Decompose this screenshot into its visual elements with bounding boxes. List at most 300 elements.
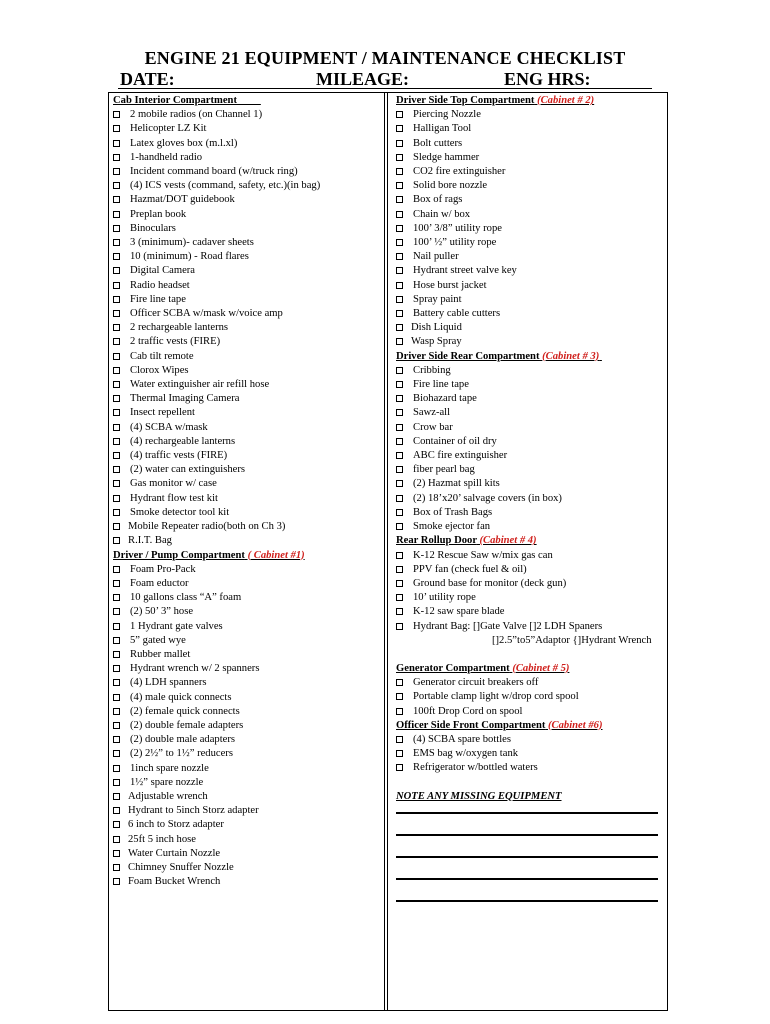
- checklist-item[interactable]: [113, 151, 381, 165]
- missing-equipment-note: NOTE ANY MISSING EQUIPMENT: [396, 790, 562, 802]
- checklist-item[interactable]: [396, 605, 664, 619]
- checkbox[interactable]: [396, 438, 403, 445]
- checkbox[interactable]: [113, 154, 120, 161]
- checklist-item[interactable]: [113, 634, 381, 648]
- item-label: Gas monitor w/ case: [130, 478, 217, 490]
- checkbox[interactable]: [113, 708, 120, 715]
- checkbox[interactable]: [396, 267, 403, 274]
- checklist-item[interactable]: [396, 463, 664, 477]
- checkbox[interactable]: [396, 381, 403, 388]
- checkbox[interactable]: [396, 452, 403, 459]
- checkbox[interactable]: [113, 850, 120, 857]
- item-label: 2 mobile radios (on Channel 1): [130, 109, 263, 121]
- checkbox[interactable]: [113, 381, 120, 388]
- item-label: 10 (minimum) - Road flares: [130, 251, 249, 263]
- checkbox[interactable]: [113, 466, 120, 473]
- officer-front-list: [396, 733, 664, 776]
- checkbox[interactable]: [113, 750, 120, 757]
- checkbox[interactable]: [396, 140, 403, 147]
- checkbox[interactable]: [396, 211, 403, 218]
- checkbox[interactable]: [113, 495, 120, 502]
- checklist-item[interactable]: [113, 691, 381, 705]
- checklist-item[interactable]: [113, 818, 381, 832]
- item-label: Portable clamp light w/drop cord spool: [413, 691, 579, 703]
- checklist-item[interactable]: [396, 122, 664, 136]
- checklist-item[interactable]: [396, 193, 664, 207]
- item-label: 25ft 5 inch hose: [128, 833, 196, 845]
- checkbox[interactable]: [113, 395, 120, 402]
- checklist-item[interactable]: [113, 563, 381, 577]
- checklist-item[interactable]: [396, 520, 664, 534]
- checkbox[interactable]: [396, 693, 403, 700]
- checklist-item[interactable]: [113, 449, 381, 463]
- checkbox[interactable]: [396, 594, 403, 601]
- checklist-item[interactable]: [113, 591, 381, 605]
- cabinet-label: (Cabinet # 2): [537, 95, 595, 106]
- checklist-item[interactable]: [396, 591, 664, 605]
- checklist-item[interactable]: [396, 293, 664, 307]
- checkbox[interactable]: [396, 324, 403, 331]
- item-label: Box of Trash Bags: [413, 506, 493, 518]
- item-label: Dish Liquid: [411, 322, 462, 334]
- checklist-item[interactable]: [113, 733, 381, 747]
- checkbox[interactable]: [396, 679, 403, 686]
- checklist-item[interactable]: [396, 222, 664, 236]
- checklist-item[interactable]: [113, 335, 381, 349]
- page-title: ENGINE 21 EQUIPMENT / MAINTENANCE CHECKLIST: [144, 48, 626, 68]
- checklist-item[interactable]: [113, 662, 381, 676]
- checkbox[interactable]: [113, 282, 120, 289]
- checkbox[interactable]: [113, 211, 120, 218]
- checklist-item[interactable]: [113, 137, 381, 151]
- checklist-item[interactable]: [113, 520, 381, 534]
- checkbox[interactable]: [113, 267, 120, 274]
- item-label: ABC fire extinguisher: [413, 450, 508, 462]
- item-label: K-12 saw spare blade: [413, 606, 505, 618]
- checkbox[interactable]: [396, 495, 403, 502]
- checklist-item[interactable]: [396, 307, 664, 321]
- date-label: DATE:: [120, 69, 175, 89]
- checklist-item[interactable]: [113, 676, 381, 690]
- item-label: (4) rechargeable lanterns: [130, 435, 236, 447]
- checklist-item[interactable]: [113, 833, 381, 847]
- checkbox[interactable]: [396, 395, 403, 402]
- item-label: 2 rechargeable lanterns: [130, 322, 229, 334]
- item-label: (2) female quick connects: [130, 705, 240, 717]
- checklist-item[interactable]: [396, 449, 664, 463]
- checklist-item[interactable]: [396, 165, 664, 179]
- checklist-item[interactable]: [396, 577, 664, 591]
- column-divider: [384, 92, 388, 1011]
- item-label: 100ft Drop Cord on spool: [413, 705, 523, 717]
- section-cab-interior-title: Cab Interior Compartment: [113, 95, 237, 106]
- checkbox[interactable]: [113, 111, 120, 118]
- checkbox[interactable]: [113, 338, 120, 345]
- checklist-item[interactable]: [396, 264, 664, 278]
- checkbox[interactable]: [113, 736, 120, 743]
- eng-hrs-label: ENG HRS:: [504, 69, 591, 89]
- checkbox[interactable]: [113, 438, 120, 445]
- checklist-item[interactable]: [396, 563, 664, 577]
- checkbox[interactable]: [396, 296, 403, 303]
- checkbox[interactable]: [396, 566, 403, 573]
- checklist-item[interactable]: [113, 264, 381, 278]
- item-label: R.I.T. Bag: [128, 535, 172, 547]
- item-label: (4) male quick connects: [130, 691, 232, 703]
- checklist-item[interactable]: [396, 364, 664, 378]
- checkbox[interactable]: [113, 239, 120, 246]
- item-label: 1-handheld radio: [130, 151, 203, 163]
- cabinet-label: (Cabinet #6): [548, 719, 603, 731]
- checkbox[interactable]: [113, 509, 120, 516]
- checkbox[interactable]: [113, 651, 120, 658]
- checklist-item[interactable]: [396, 151, 664, 165]
- checklist-item[interactable]: [396, 321, 664, 335]
- checkbox[interactable]: [396, 623, 403, 630]
- checklist-item[interactable]: [396, 492, 664, 506]
- header-underline: [118, 88, 652, 89]
- checkbox[interactable]: [396, 764, 403, 771]
- left-column: [113, 94, 381, 889]
- checklist-item[interactable]: [396, 250, 664, 264]
- checklist-item[interactable]: [396, 108, 664, 122]
- item-label: Spray paint: [413, 293, 462, 305]
- item-label: Crow bar: [413, 421, 453, 433]
- checkbox[interactable]: [113, 779, 120, 786]
- header-fields: [118, 68, 652, 90]
- checklist-item[interactable]: [113, 463, 381, 477]
- checkbox[interactable]: [396, 154, 403, 161]
- checklist-item[interactable]: [113, 279, 381, 293]
- checklist-item[interactable]: [113, 804, 381, 818]
- checklist-item[interactable]: [113, 762, 381, 776]
- item-label: Biohazard tape: [413, 393, 477, 405]
- checklist-item[interactable]: [113, 108, 381, 122]
- checkbox[interactable]: [113, 537, 120, 544]
- item-label: 10 gallons class “A” foam: [130, 592, 242, 604]
- checklist-item[interactable]: [113, 620, 381, 634]
- checklist-item[interactable]: [113, 307, 381, 321]
- checkbox[interactable]: [113, 608, 120, 615]
- checklist-item[interactable]: [396, 378, 664, 392]
- item-label: 10’ utility rope: [413, 592, 476, 604]
- item-label: Officer SCBA w/mask w/voice amp: [130, 308, 283, 320]
- checkbox[interactable]: [113, 623, 120, 630]
- item-label: EMS bag w/oxygen tank: [413, 748, 519, 760]
- item-label: K-12 Rescue Saw w/mix gas can: [413, 549, 553, 561]
- item-label: Nail puller: [413, 251, 459, 263]
- checkbox[interactable]: [113, 452, 120, 459]
- checkbox[interactable]: [113, 253, 120, 260]
- checkbox[interactable]: [113, 196, 120, 203]
- item-label: Sawz-all: [413, 407, 451, 419]
- item-label: Thermal Imaging Camera: [130, 393, 240, 405]
- checklist-item[interactable]: [113, 875, 381, 889]
- item-label: Hydrant flow test kit: [130, 492, 218, 504]
- checklist-item[interactable]: [113, 378, 381, 392]
- checklist-item[interactable]: [396, 705, 664, 719]
- checkbox[interactable]: [113, 310, 120, 317]
- checklist-item[interactable]: [113, 719, 381, 733]
- checklist-item[interactable]: [113, 193, 381, 207]
- checkbox[interactable]: [113, 409, 120, 416]
- checkbox[interactable]: [396, 310, 403, 317]
- checkbox[interactable]: [113, 168, 120, 175]
- checkbox[interactable]: [113, 324, 120, 331]
- checkbox[interactable]: [396, 239, 403, 246]
- checklist-item[interactable]: [396, 761, 664, 775]
- checkbox[interactable]: [396, 338, 403, 345]
- item-label: Latex gloves box (m.l.xl): [130, 137, 238, 149]
- checklist-item[interactable]: [396, 335, 664, 349]
- item-label: (2) double male adapters: [130, 734, 236, 746]
- checkbox[interactable]: [113, 566, 120, 573]
- spacer: [396, 648, 664, 662]
- cabinet-label: (Cabinet # 4): [479, 535, 537, 547]
- checklist-item[interactable]: [113, 506, 381, 520]
- item-label: Foam eductor: [130, 577, 189, 589]
- checkbox[interactable]: [396, 708, 403, 715]
- checkbox[interactable]: [396, 750, 403, 757]
- checkbox[interactable]: [396, 225, 403, 232]
- cab-interior-list: [113, 108, 381, 548]
- checkbox[interactable]: [396, 736, 403, 743]
- checkbox[interactable]: [113, 821, 120, 828]
- checklist-item[interactable]: [113, 179, 381, 193]
- item-label: 100’ ½” utility rope: [413, 237, 497, 249]
- checkbox[interactable]: [113, 125, 120, 132]
- checklist-item[interactable]: [396, 477, 664, 491]
- item-label: (4) LDH spanners: [130, 677, 207, 689]
- item-label: (2) 2½” to 1½” reducers: [130, 748, 233, 760]
- item-label: Ground base for monitor (deck gun): [413, 577, 567, 589]
- checkbox[interactable]: [113, 807, 120, 814]
- item-label: (2) water can extinguishers: [130, 464, 246, 476]
- item-label: 3 (minimum)- cadaver sheets: [130, 237, 254, 249]
- checklist-item[interactable]: [396, 506, 664, 520]
- item-label: Box of rags: [413, 194, 463, 206]
- section-rear-rollup-title: Rear Rollup Door (Cabinet # 4): [396, 535, 537, 547]
- checklist-item[interactable]: [396, 406, 664, 420]
- checkbox[interactable]: [113, 424, 120, 431]
- checklist-item[interactable]: [113, 648, 381, 662]
- checklist-item[interactable]: [396, 137, 664, 151]
- checkbox[interactable]: [113, 367, 120, 374]
- checkbox[interactable]: [396, 367, 403, 374]
- checkbox[interactable]: [396, 282, 403, 289]
- checklist-item[interactable]: [113, 293, 381, 307]
- section-driver-side-rear-title: Driver Side Rear Compartment (Cabinet # 3): [396, 350, 600, 362]
- checklist-item[interactable]: [113, 705, 381, 719]
- checkbox[interactable]: [113, 836, 120, 843]
- item-label: Battery cable cutters: [413, 308, 501, 320]
- item-label: (4) SCBA w/mask: [130, 421, 208, 433]
- item-label: fiber pearl bag: [413, 464, 475, 476]
- section-driver-side-top-title: Driver Side Top Compartment (Cabinet # 2): [396, 95, 595, 106]
- item-label: Insect repellent: [130, 407, 196, 419]
- checklist-item[interactable]: [113, 435, 381, 449]
- checklist-item[interactable]: [113, 122, 381, 136]
- item-label: 2 traffic vests (FIRE): [130, 336, 221, 348]
- checkbox[interactable]: [396, 182, 403, 189]
- section-generator-title: Generator Compartment (Cabinet # 5): [396, 662, 570, 674]
- item-label: Adjustable wrench: [128, 790, 208, 802]
- item-label: (4) SCBA spare bottles: [413, 733, 511, 745]
- checkbox[interactable]: [396, 509, 403, 516]
- item-label: Clorox Wipes: [130, 364, 189, 376]
- checklist-item[interactable]: [113, 605, 381, 619]
- item-label: Container of oil dry: [413, 435, 497, 447]
- checklist-item[interactable]: [396, 392, 664, 406]
- item-label: (2) 50’ 3” hose: [130, 606, 194, 618]
- item-label: Hazmat/DOT guidebook: [130, 194, 235, 206]
- checkbox[interactable]: [396, 480, 403, 487]
- checklist-item[interactable]: [396, 179, 664, 193]
- checkbox[interactable]: [113, 793, 120, 800]
- checklist-item[interactable]: [113, 747, 381, 761]
- checklist-item[interactable]: [396, 236, 664, 250]
- checkbox[interactable]: [113, 679, 120, 686]
- checkbox[interactable]: [396, 125, 403, 132]
- checkbox[interactable]: [113, 140, 120, 147]
- checklist-item[interactable]: [113, 790, 381, 804]
- checkbox[interactable]: [113, 694, 120, 701]
- item-label: (2) 18’x20’ salvage covers (in box): [413, 492, 562, 504]
- right-column: [396, 94, 664, 922]
- item-label: Generator circuit breakers off: [413, 677, 539, 689]
- checklist-item[interactable]: [113, 364, 381, 378]
- item-label: Digital Camera: [130, 265, 196, 277]
- checklist-item[interactable]: [113, 477, 381, 491]
- checklist-item[interactable]: [396, 733, 664, 747]
- item-label: Chimney Snuffer Nozzle: [128, 861, 234, 873]
- item-label: Rubber mallet: [130, 648, 191, 660]
- checklist-item[interactable]: [396, 421, 664, 435]
- checkbox[interactable]: [396, 608, 403, 615]
- driver-side-top-list: [396, 108, 664, 349]
- checklist-item[interactable]: [113, 861, 381, 875]
- checkbox[interactable]: [396, 523, 403, 530]
- item-label: Smoke ejector fan: [413, 521, 491, 533]
- checklist-item[interactable]: [113, 406, 381, 420]
- checkbox[interactable]: [396, 253, 403, 260]
- item-label: Foam Bucket Wrench: [128, 876, 221, 888]
- item-label: Solid bore nozzle: [413, 180, 488, 192]
- section-driver-pump-title: Driver / Pump Compartment ( Cabinet #1): [113, 549, 305, 561]
- item-label: 6 inch to Storz adapter: [128, 819, 224, 831]
- checkbox[interactable]: [113, 182, 120, 189]
- checkbox[interactable]: [113, 722, 120, 729]
- item-label: 1½” spare nozzle: [130, 776, 204, 788]
- checklist-item[interactable]: [396, 208, 664, 222]
- item-label: 5” gated wye: [130, 634, 186, 646]
- checklist-item[interactable]: [113, 250, 381, 264]
- checklist-item[interactable]: [396, 690, 664, 704]
- checkbox[interactable]: [396, 580, 403, 587]
- section-officer-front-title: Officer Side Front Compartment (Cabinet #6): [396, 719, 603, 731]
- checkbox[interactable]: [113, 665, 120, 672]
- checklist-item[interactable]: [113, 847, 381, 861]
- note-line[interactable]: [396, 856, 658, 858]
- checkbox[interactable]: [396, 424, 403, 431]
- checkbox[interactable]: [113, 637, 120, 644]
- checkbox[interactable]: [113, 864, 120, 871]
- cabinet-label: ( Cabinet #1): [247, 549, 305, 561]
- cabinet-label: (Cabinet # 5): [512, 662, 570, 674]
- item-label: Foam Pro-Pack: [130, 563, 196, 575]
- checkbox[interactable]: [396, 552, 403, 559]
- checklist-item[interactable]: [113, 236, 381, 250]
- item-label: (4) traffic vests (FIRE): [130, 450, 228, 462]
- checklist-item[interactable]: [113, 208, 381, 222]
- checklist-item[interactable]: [113, 492, 381, 506]
- checklist-item[interactable]: [113, 776, 381, 790]
- note-line[interactable]: [396, 834, 658, 836]
- checkbox[interactable]: [396, 168, 403, 175]
- checklist-item[interactable]: [113, 165, 381, 179]
- item-label: Halligan Tool: [413, 123, 472, 135]
- checklist-item[interactable]: [113, 421, 381, 435]
- driver-pump-list: [113, 563, 381, 890]
- checkbox[interactable]: [113, 296, 120, 303]
- checkbox[interactable]: [113, 480, 120, 487]
- checklist-item[interactable]: [396, 676, 664, 690]
- item-label: 1inch spare nozzle: [130, 762, 209, 774]
- checklist-item[interactable]: [113, 222, 381, 236]
- checklist-item[interactable]: [113, 577, 381, 591]
- note-line[interactable]: [396, 900, 658, 902]
- note-line[interactable]: [396, 812, 658, 814]
- checkbox[interactable]: [113, 765, 120, 772]
- checkbox[interactable]: [396, 409, 403, 416]
- checkbox[interactable]: [113, 878, 120, 885]
- checklist-item[interactable]: [113, 392, 381, 406]
- checklist-item[interactable]: [396, 435, 664, 449]
- checkbox[interactable]: [113, 353, 120, 360]
- checkbox[interactable]: [113, 594, 120, 601]
- checkbox[interactable]: [113, 580, 120, 587]
- checkbox[interactable]: [396, 111, 403, 118]
- item-label: Fire line tape: [413, 379, 469, 391]
- item-label: PPV fan (check fuel & oil): [413, 563, 527, 575]
- item-label: Water Curtain Nozzle: [128, 847, 221, 859]
- item-label: Fire line tape: [130, 293, 186, 305]
- checkbox[interactable]: [396, 196, 403, 203]
- checklist-item[interactable]: [396, 549, 664, 563]
- note-line[interactable]: [396, 878, 658, 880]
- item-label: Bolt cutters: [413, 137, 463, 149]
- item-label: Sledge hammer: [413, 151, 480, 163]
- checklist-item[interactable]: [113, 534, 381, 548]
- item-label: Mobile Repeater radio(both on Ch 3): [128, 521, 286, 533]
- item-label: Refrigerator w/bottled waters: [413, 762, 538, 774]
- checklist-item[interactable]: [396, 279, 664, 293]
- checklist-item[interactable]: [113, 321, 381, 335]
- item-label: Water extinguisher air refill hose: [130, 379, 270, 391]
- checklist-item-hydrant-bag[interactable]: Hydrant Bag: []Gate Valve []2 LDH Spaners []2.5”to5”Adaptor {]Hydrant Wrench: [396, 620, 664, 648]
- checklist-item[interactable]: [113, 350, 381, 364]
- item-label: Cribbing: [413, 364, 451, 376]
- checkbox[interactable]: [113, 523, 120, 530]
- checkbox[interactable]: [113, 225, 120, 232]
- item-label: (2) double female adapters: [130, 719, 244, 731]
- checklist-item[interactable]: [396, 747, 664, 761]
- rear-rollup-list: [396, 549, 664, 620]
- item-label: 100’ 3/8” utility rope: [413, 222, 502, 234]
- checkbox[interactable]: [396, 466, 403, 473]
- item-label: Preplan book: [130, 208, 187, 220]
- note-lines: [396, 812, 664, 902]
